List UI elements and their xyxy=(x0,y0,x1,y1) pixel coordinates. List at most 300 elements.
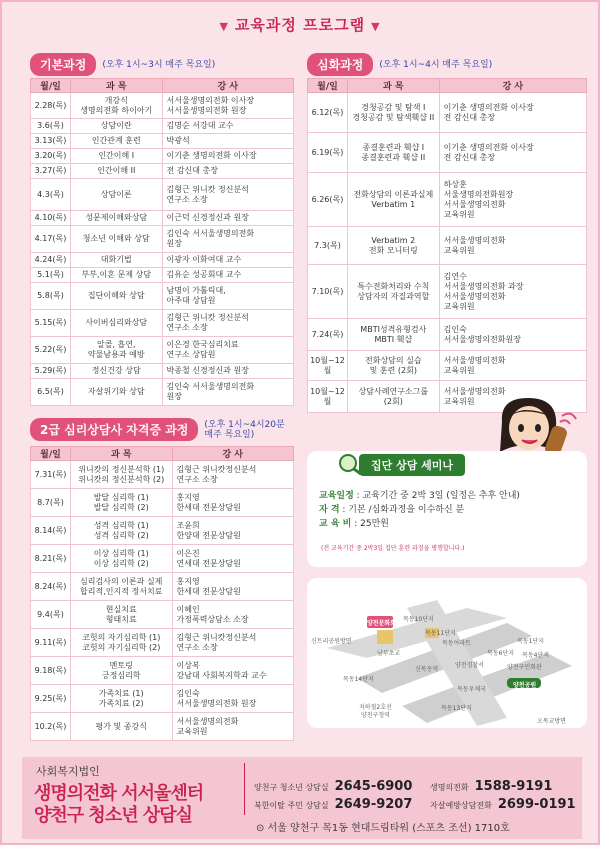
lecturer-line: 이기춘 생명의전화 이사장 xyxy=(166,151,257,160)
map-place: 양천구민회관 xyxy=(507,664,542,671)
table-row xyxy=(31,601,294,629)
lecturer-line: 연구소 소장 xyxy=(166,194,208,204)
lecturer-line: 한세대 전문상담원 xyxy=(176,586,241,596)
column-header: 강 사 xyxy=(162,79,293,93)
subject-line: 종결훈련과 훽샵 II xyxy=(361,152,426,162)
date-cell: 3.13(목) xyxy=(31,134,71,149)
lecturer-cell xyxy=(162,149,293,164)
lecturer-line: 김인숙 xyxy=(176,688,200,698)
subject-line: 위니캇의 정신분석학 (2) xyxy=(78,474,165,484)
date-cell: 8.21(목) xyxy=(31,545,71,573)
subject-line: 인간관계 훈련 xyxy=(91,136,141,145)
date-cell: 10월~12월 xyxy=(308,351,348,381)
subject-line: 청소년 이해와 상담 xyxy=(82,234,150,243)
subject-cell xyxy=(70,489,172,517)
org-type: 사회복지법인 xyxy=(36,765,100,778)
map-place: 양천경찰서 xyxy=(455,662,484,669)
date-cell: 6.5(목) xyxy=(31,379,71,406)
lecturer-cell xyxy=(172,545,293,573)
date-cell: 5.1(목) xyxy=(31,268,71,283)
lecturer-cell xyxy=(162,379,293,406)
date-cell: 9.25(목) xyxy=(31,685,71,713)
lecturer-line: 교육위원 xyxy=(443,365,475,375)
subject-line: MBTI 훽샵 xyxy=(374,334,413,344)
subject-line: 심리검사의 이론과 실제 xyxy=(80,576,163,586)
subject-line: 약물남용과 예방 xyxy=(87,350,145,359)
table-row xyxy=(31,573,294,601)
table-row xyxy=(308,93,587,133)
subject-line: 생명의전화 하이아기 xyxy=(80,105,153,115)
lecturer-line: 전 감신대 총장 xyxy=(166,166,219,175)
subject-line: 대화기법 xyxy=(100,255,132,264)
subject-cell xyxy=(70,226,162,253)
subject-cell xyxy=(70,179,162,211)
map-place: 신목동역 xyxy=(415,666,439,673)
table-row xyxy=(31,379,294,406)
date-cell: 5.29(목) xyxy=(31,364,71,379)
lecturer-line: 교육위원 xyxy=(443,209,475,219)
date-cell: 7.24(목) xyxy=(308,319,348,351)
lecturer-cell xyxy=(162,211,293,226)
advanced-label: 심화과정 xyxy=(307,53,373,76)
lecturer-cell xyxy=(172,713,293,741)
contact-item: 북한이탈 주민 상담실 2649-9207 xyxy=(254,797,413,812)
table-row xyxy=(31,657,294,685)
cert-section-header xyxy=(30,418,285,441)
lecturer-line: 박종철 신경정신과 원장 xyxy=(166,366,249,375)
subject-cell xyxy=(70,211,162,226)
subject-cell xyxy=(70,545,172,573)
date-cell: 9.4(목) xyxy=(31,601,71,629)
lecturer-cell xyxy=(439,319,586,351)
lecturer-line: 박광석 xyxy=(166,136,190,145)
date-cell: 4.24(목) xyxy=(31,253,71,268)
org-name: 생명의전화 서서울센터 xyxy=(34,783,204,804)
lecturer-line: 김형근 위니캇 정신분석 xyxy=(166,313,249,322)
lecturer-line: 전 감신대 총장 xyxy=(443,112,496,122)
date-cell: 7.3(목) xyxy=(308,227,348,265)
subject-line: MBTI성격유형검사 xyxy=(360,324,427,334)
lecturer-line: 서서울생명의전화 xyxy=(443,235,506,245)
cert-course-table xyxy=(30,446,294,741)
table-row xyxy=(31,517,294,545)
basic-schedule: (오후 1시~3시 매주 목요일) xyxy=(102,59,216,70)
lecturer-line: 이광자 이화여대 교수 xyxy=(166,255,242,264)
lecturer-cell xyxy=(439,265,586,319)
lecturer-line: 서서울생명의전화 xyxy=(176,716,239,726)
lecturer-line: 한세대 전문상담원 xyxy=(176,502,241,512)
map-place: 양천구청역 xyxy=(361,712,390,719)
subject-line: 가족치료 (1) xyxy=(98,688,144,698)
table-row xyxy=(31,310,294,337)
subject-line: 상담사례연구소그룹 xyxy=(358,386,429,396)
subject-cell xyxy=(347,227,439,265)
seminar-row: 교육일정 : 교육기간 중 2박 3일 (일정은 추후 안내) xyxy=(319,491,520,501)
subject-cell xyxy=(70,573,172,601)
subject-cell xyxy=(70,283,162,310)
cert-label: 2급 심리상담사 자격증 과정 xyxy=(30,418,198,441)
advanced-section-header xyxy=(307,53,492,76)
basic-label: 기본과정 xyxy=(30,53,96,76)
subject-cell xyxy=(70,93,162,119)
table-row xyxy=(31,545,294,573)
subject-line: 사이버심리와상담 xyxy=(85,318,148,327)
date-cell: 9.11(목) xyxy=(31,629,71,657)
subject-line: 발달 심리학 (2) xyxy=(93,502,149,512)
lecturer-cell xyxy=(172,657,293,685)
triangle-down-icon: ▼ xyxy=(371,20,381,33)
subject-line: Verbatim 1 xyxy=(371,199,416,209)
date-cell: 5.22(목) xyxy=(31,337,71,364)
lecturer-line: 서서울생명의전화 원장 xyxy=(176,698,257,708)
lecturer-line: 김형근 위니캇정신분석 xyxy=(176,632,257,642)
date-cell: 4.17(목) xyxy=(31,226,71,253)
basic-section-header xyxy=(30,53,215,76)
subject-cell xyxy=(70,268,162,283)
subject-line: 성격 심리학 (1) xyxy=(93,520,149,530)
subject-line: 경청공감 및 탐색훽샵 II xyxy=(352,112,435,122)
subject-line: 형태치료 xyxy=(105,614,137,624)
subject-line: 특수전화처리와 수칙 xyxy=(357,281,430,291)
cert-schedule: (오후 1시~4시20분 매주 목요일) xyxy=(204,419,285,440)
subject-cell xyxy=(70,379,162,406)
column-header: 월/일 xyxy=(31,447,71,461)
lecturer-line: 서서울생명의전화 이사장 xyxy=(166,95,255,105)
lecturer-line: 연구소 상담원 xyxy=(166,350,216,359)
lecturer-line: 이근덕 신경정신과 원장 xyxy=(166,213,249,222)
lecturer-cell xyxy=(439,227,586,265)
date-cell: 7.31(목) xyxy=(31,461,71,489)
map-place: 오목교방면 xyxy=(537,718,566,725)
column-header: 강 사 xyxy=(172,447,293,461)
table-row xyxy=(31,268,294,283)
subject-line: 집단이해와 상담 xyxy=(87,291,145,300)
lecturer-cell xyxy=(172,573,293,601)
column-header: 과 목 xyxy=(70,79,162,93)
lecturer-cell xyxy=(172,517,293,545)
subject-line: 상담자의 자질과역할 xyxy=(357,291,430,301)
table-row xyxy=(31,629,294,657)
date-cell: 6.26(목) xyxy=(308,173,348,227)
table-row xyxy=(31,93,294,119)
subject-line: 코헛의 자기심리학 (1) xyxy=(82,632,161,642)
table-row xyxy=(31,226,294,253)
map-place: 목동우체국 xyxy=(457,686,486,693)
lecturer-line: 원장 xyxy=(166,239,183,248)
lecturer-cell xyxy=(162,119,293,134)
map-place: 지하철2호선 xyxy=(359,704,392,711)
table-row xyxy=(308,227,587,265)
table-row xyxy=(31,149,294,164)
date-cell: 8.14(목) xyxy=(31,517,71,545)
date-cell: 7.10(목) xyxy=(308,265,348,319)
subject-line: 정신건강 상담 xyxy=(91,366,141,375)
lecturer-line: 이은경 한국심리치료 xyxy=(166,340,239,349)
subject-line: 경청공감 및 탐색 I xyxy=(361,102,426,112)
date-cell: 8.7(목) xyxy=(31,489,71,517)
lecturer-line: 원장 xyxy=(166,392,183,401)
column-header: 월/일 xyxy=(31,79,71,93)
lecturer-cell xyxy=(162,337,293,364)
date-cell: 3.6(목) xyxy=(31,119,71,134)
lecturer-line: 가정폭력상담소 소장 xyxy=(176,614,249,624)
page-title: ▼ 교육과정 프로그램 ▼ xyxy=(219,16,381,34)
lecturer-line: 서서울생명의전화 xyxy=(443,355,506,365)
lecturer-cell xyxy=(439,133,586,173)
lecturer-line: 연구소 소장 xyxy=(166,323,208,332)
table-row xyxy=(308,351,587,381)
seminar-details xyxy=(319,489,520,531)
subject-line: 이상 심리학 (1) xyxy=(93,548,149,558)
subject-cell xyxy=(347,265,439,319)
lecturer-cell xyxy=(439,93,586,133)
table-row xyxy=(31,134,294,149)
lecturer-line: 교육위원 xyxy=(443,245,475,255)
advanced-schedule: (오후 1시~4시 매주 목요일) xyxy=(379,59,493,70)
subject-line: 개강식 xyxy=(104,95,128,105)
contact-item: 생명의전화 1588-9191 xyxy=(430,779,553,794)
lecturer-line: 김형근 위니캇 정신분석 xyxy=(166,184,249,194)
lecturer-cell xyxy=(172,489,293,517)
subject-cell xyxy=(70,119,162,134)
subject-line: 종결훈련과 훽샵 I xyxy=(362,142,425,152)
lecturer-line: 교육위원 xyxy=(176,726,208,736)
date-cell: 4.3(목) xyxy=(31,179,71,211)
footer-contact xyxy=(22,757,582,839)
lecturer-line: 이은진 xyxy=(176,548,200,558)
subject-cell xyxy=(70,601,172,629)
table-row xyxy=(308,133,587,173)
seminar-note: (전 교육기간 중 2박3일 집단 훈련 과정을 병행합니다.) xyxy=(321,545,465,552)
subject-line: 인간이해 I xyxy=(98,151,135,160)
subject-cell xyxy=(347,173,439,227)
lecturer-cell xyxy=(439,351,586,381)
map-place: 남부초교 xyxy=(377,650,401,657)
lecturer-line: 김인숙 서서울생명의전화 xyxy=(166,229,255,238)
lecturer-line: 서서울생명의전화 xyxy=(443,199,506,209)
basic-course-table xyxy=(30,78,294,406)
date-cell: 3.20(목) xyxy=(31,149,71,164)
subject-line: 알콜, 흡연, xyxy=(96,340,136,349)
lecturer-line: 이상복 xyxy=(176,660,200,670)
lecturer-line: 김유순 성공회대 교수 xyxy=(166,270,242,279)
subject-line: 성문제이해와상담 xyxy=(85,213,148,222)
subject-line: 부부,이혼 문제 상담 xyxy=(81,270,151,279)
seminar-tag: 집단 상담 세미나 xyxy=(337,453,497,475)
location-map xyxy=(307,578,587,728)
map-place: 목동1단지 xyxy=(517,638,545,645)
lecturer-line: 연구소 소장 xyxy=(176,642,218,652)
lecturer-cell xyxy=(172,601,293,629)
footer-divider xyxy=(244,763,245,815)
subject-cell xyxy=(347,351,439,381)
lecturer-cell xyxy=(162,283,293,310)
column-header: 강 사 xyxy=(439,79,586,93)
lecturer-line: 서서울생명의전화 과장 xyxy=(443,281,524,291)
lecturer-line: 홍지영 xyxy=(176,576,200,586)
table-row xyxy=(31,211,294,226)
contact-item: 양천구 청소년 상담실 2645-6900 xyxy=(254,779,413,794)
seminar-row: 자 격 : 기본 /심화과정을 이수하신 분 xyxy=(319,505,465,515)
map-place: 신트리공원방면 xyxy=(311,638,352,645)
lecturer-cell xyxy=(162,268,293,283)
map-place: 목동13단지 xyxy=(441,705,472,712)
subject-line: 상담이란 xyxy=(100,121,132,130)
subject-line: 가족치료 (2) xyxy=(98,698,144,708)
seminar-box xyxy=(307,451,587,567)
lecturer-cell xyxy=(162,93,293,119)
lecturer-line: 서서울생명의전화 원장 xyxy=(166,105,247,115)
map-place: 목동4단지 xyxy=(522,652,550,659)
table-row xyxy=(31,119,294,134)
map-place: 양천공원 xyxy=(513,682,537,689)
map-place: 양천문화회관 xyxy=(367,620,402,627)
subject-line: 전화상담의 이론과실제 xyxy=(353,189,434,199)
subject-line: 전화 모니터링 xyxy=(368,245,418,255)
lecturer-line: 서서울생명의전화 xyxy=(443,386,506,396)
map-place: 목동아파트 xyxy=(442,640,471,647)
lecturer-line: 교육위원 xyxy=(443,396,475,406)
lecturer-line: 아주대 상담원 xyxy=(166,296,216,305)
subject-line: 발달 심리학 (1) xyxy=(93,492,149,502)
advanced-course-table xyxy=(307,78,587,413)
lecturer-cell xyxy=(162,179,293,211)
table-row xyxy=(31,179,294,211)
subject-line: (2회) xyxy=(383,396,403,406)
subject-line: 자살위기와 상담 xyxy=(87,387,145,396)
lecturer-cell xyxy=(162,164,293,179)
subject-line: 위니캇의 정신분석학 (1) xyxy=(78,464,165,474)
subject-line: 현실치료 xyxy=(105,604,137,614)
column-header: 과 목 xyxy=(70,447,172,461)
table-row xyxy=(31,164,294,179)
lecturer-line: 김인숙 xyxy=(443,324,467,334)
table-row xyxy=(308,173,587,227)
subject-cell xyxy=(70,337,162,364)
subject-line: 긍정심리학 xyxy=(101,670,141,680)
lecturer-cell xyxy=(162,364,293,379)
lecturer-line: 조윤희 xyxy=(176,520,200,530)
column-header: 월/일 xyxy=(308,79,348,93)
map-place: 목동11단지 xyxy=(425,630,456,637)
subject-line: Verbatim 2 xyxy=(371,235,416,245)
table-row xyxy=(31,713,294,741)
map-place: 목동14단지 xyxy=(343,676,374,683)
lecturer-line: 이기춘 생명의전화 이사장 xyxy=(443,102,534,112)
address: ⊙ 서울 양천구 목1동 현대드림타워 (스포츠 조선) 1710호 xyxy=(256,823,510,834)
lecturer-cell xyxy=(172,629,293,657)
date-cell: 6.19(목) xyxy=(308,133,348,173)
subject-cell xyxy=(347,93,439,133)
subject-cell xyxy=(70,310,162,337)
date-cell: 5.15(목) xyxy=(31,310,71,337)
column-header: 과 목 xyxy=(347,79,439,93)
lecturer-line: 이기춘 생명의전화 이사장 xyxy=(443,142,534,152)
lecturer-line: 서울생명의전화원장 xyxy=(443,189,514,199)
subject-line: 및 훈련 (2회) xyxy=(369,365,417,375)
table-row xyxy=(31,685,294,713)
lecturer-line: 김명순 서강대 교수 xyxy=(166,121,234,130)
lecturer-line: 남명이 가톨릭대, xyxy=(166,286,226,295)
subject-cell xyxy=(70,253,162,268)
seminar-row: 교 육 비 : 25만원 xyxy=(319,519,389,529)
date-cell: 2.28(목) xyxy=(31,93,71,119)
org-name-2: 양천구 청소년 상담실 xyxy=(34,805,193,826)
lecturer-line: 한양대 전문상담원 xyxy=(176,530,241,540)
date-cell: 3.27(목) xyxy=(31,164,71,179)
triangle-down-icon: ▼ xyxy=(219,20,229,33)
lecturer-line: 연구소 소장 xyxy=(176,474,218,484)
subject-line: 코헛의 자기심리학 (2) xyxy=(82,642,161,652)
table-row xyxy=(31,253,294,268)
lecturer-line: 전 감신대 총장 xyxy=(443,152,496,162)
table-row xyxy=(31,461,294,489)
subject-cell xyxy=(70,517,172,545)
lecturer-cell xyxy=(439,173,586,227)
lecturer-line: 강남대 사회복지학과 교수 xyxy=(176,670,267,680)
date-cell: 9.18(목) xyxy=(31,657,71,685)
subject-cell xyxy=(347,381,439,413)
subject-cell xyxy=(70,629,172,657)
lecturer-line: 김형근 위니캇정신분석 xyxy=(176,464,257,474)
subject-line: 성격 심리학 (2) xyxy=(93,530,149,540)
subject-line: 평가 및 종강식 xyxy=(95,721,147,731)
table-row xyxy=(308,319,587,351)
subject-line: 상담이론 xyxy=(100,189,132,199)
subject-cell xyxy=(70,685,172,713)
subject-cell xyxy=(70,134,162,149)
table-row xyxy=(31,337,294,364)
date-cell: 8.24(목) xyxy=(31,573,71,601)
date-cell: 10.2(목) xyxy=(31,713,71,741)
subject-line: 합리적,인지적 정서치료 xyxy=(80,586,163,596)
lecturer-line: 김연수 xyxy=(443,271,467,281)
lecturer-line: 이혜인 xyxy=(176,604,200,614)
lecturer-line: 교육위원 xyxy=(443,301,475,311)
subject-cell xyxy=(70,713,172,741)
table-row xyxy=(31,283,294,310)
lecturer-line: 연세대 전문상담원 xyxy=(176,558,241,568)
table-row xyxy=(31,489,294,517)
map-place: 목동10단지 xyxy=(403,616,434,623)
subject-cell xyxy=(347,133,439,173)
date-cell: 4.10(목) xyxy=(31,211,71,226)
subject-cell xyxy=(70,657,172,685)
subject-cell xyxy=(347,319,439,351)
date-cell: 5.8(목) xyxy=(31,283,71,310)
subject-line: 이상 심리학 (2) xyxy=(93,558,149,568)
lecturer-line: 서서울생명의전화원장 xyxy=(443,334,521,344)
lecturer-cell xyxy=(162,310,293,337)
subject-cell xyxy=(70,164,162,179)
subject-line: 전화상담의 실습 xyxy=(364,355,422,365)
lecturer-line: 김인숙 서서울생명의전화 xyxy=(166,382,255,391)
subject-cell xyxy=(70,461,172,489)
subject-line: 멘토링 xyxy=(109,660,133,670)
contact-item: 자살예방상담전화 2699-0191 xyxy=(430,797,576,812)
map-place: 목동6단지 xyxy=(487,650,515,657)
lecturer-cell xyxy=(172,685,293,713)
lecturer-cell xyxy=(172,461,293,489)
subject-cell xyxy=(70,149,162,164)
table-row xyxy=(308,265,587,319)
subject-cell xyxy=(70,364,162,379)
table-row xyxy=(31,364,294,379)
lecturer-cell xyxy=(162,226,293,253)
subject-line: 인간이해 II xyxy=(97,166,136,175)
lecturer-cell xyxy=(162,253,293,268)
lecturer-line: 하상훈 xyxy=(443,179,467,189)
